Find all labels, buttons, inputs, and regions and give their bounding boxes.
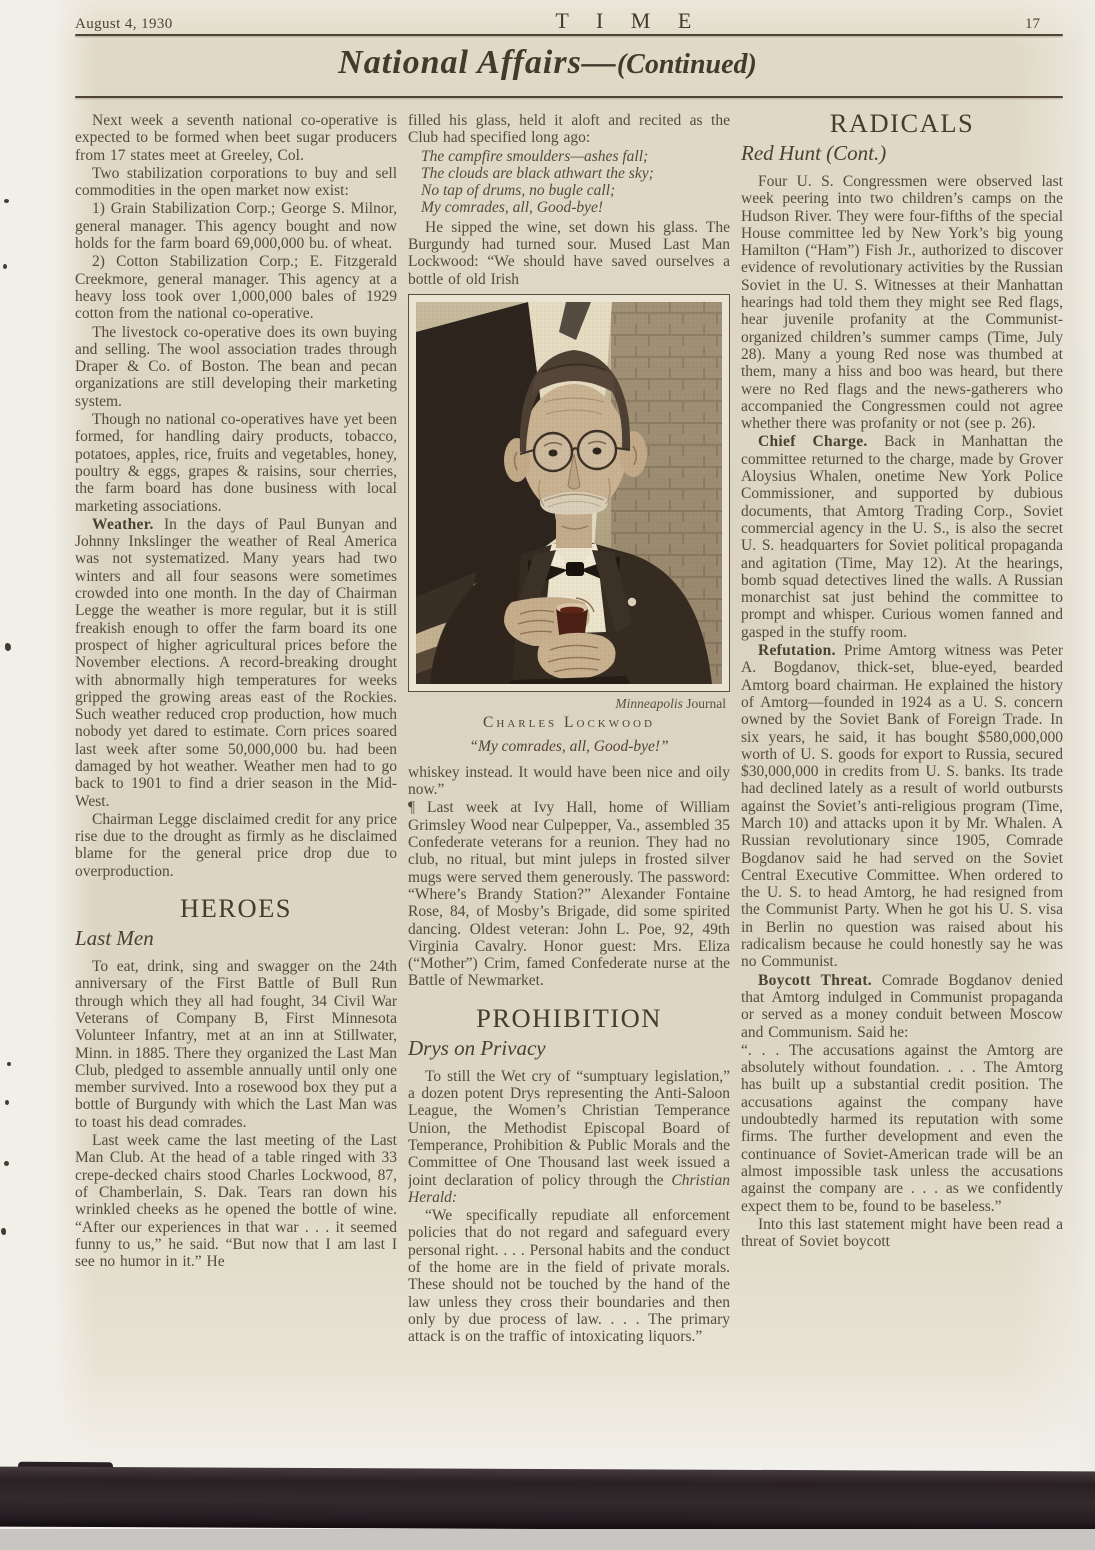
issue-date: August 4, 1930 [75,16,173,32]
scan-edge-strip [0,1529,1095,1550]
subheading-red-hunt: Red Hunt (Cont.) [741,141,887,165]
paragraph-refutation [741,642,1063,971]
portrait-photo-block [408,294,730,755]
page-number: 17 [1025,16,1040,32]
article-columns [75,112,1063,1414]
heading-radicals: RADICALS [829,112,975,138]
paragraph: whiskey instead. It would have been nice and oily now.” [408,763,730,799]
paragraph: To eat, drink, sing and swagger on the 24th anniversary of the First Battle of Bull Run through which they all had fought, 34 Civil War Veterans of Company B, First Minnesota Volunteer Infantry, met at an inn at Stillwater, Minn. in 1885. There they organized the Last Man Club, pledged to assemble annually until only one member survived. Into a rosewood box they put a bottle of Burgundy with which the Last Man was to toast his dead comrades. [75,958,397,1131]
paragraph: Four U. S. Congressmen were observed last week peering into two children’s camps on the Hudson River. They were four-fifths of the special House committee led by New York’s big young Hamilton (“Ham”) Fish Jr., authorized to discover evidence of revolutionary activities by the Russian Soviet in the U. S. Witnesses at their Manhattan hearings had told them they might see Red flags, hear juvenile profanity at the Communist-organized children’s summer camps (Time, July 28). Many a young Red nose was thumbed at them, many a hiss and boo was heard, but there were no Red flags and the news-gatherers who accompanied the Congressmen could not agree whether there was profanity or not (see p. 26). [741,173,1063,433]
paragraph: 2) Cotton Stabilization Corp.; E. Fitzgerald Creekmore, general manager. This agency at a heavy loss took over 1,000,000 bales of 1929 cotton from the national co-operative. [75,253,397,323]
scan-speck [1,1228,6,1235]
scan-edge-band [0,1467,1095,1532]
photo-caption-quote: “My comrades, all, Good-bye!” [469,737,669,755]
paragraph: The livestock co-operative does its own buying and selling. The wool association trades through Draper & Co. of Boston. The bean and pecan organizations are still developing their marketing system. [75,323,397,410]
paragraph: Into this last statement might have been read a threat of Soviet boycott [741,1215,1063,1251]
scan-speck [4,1161,9,1166]
scan-speck [7,1062,11,1066]
subheading-last-men: Last Men [75,926,154,951]
verse-line: The campfire smoulders—ashes fall; [421,147,649,165]
heading-heroes: HEROES [179,893,293,924]
paragraph: “We specifically repudiate all enforcement policies that do not regard and safeguard every personal right. . . . Personal habits and the conduct of the home are in the field of private morals. These should not be touched by the hand of the law unless they cross their boundaries and then only by due process of law. . . . The primary attack is on the traffic of intoxicating liquors.” [408,1207,730,1346]
scan-speck [4,199,9,203]
paragraph: 1) Grain Stabilization Corp.; George S. Milnor, general manager. This agency bought and now holds for the farm board 69,000,000 bu. of wheat. [75,200,397,253]
photo-credit [408,695,730,712]
paragraph-pilcrow: ¶ Last week at Ivy Hall, home of William Grimsley Wood near Culpepper, Va., assembled 35 Confederate veterans for a reunion. They had no club, no ritual, but mint juleps in frosted silver mugs were served them generously. The password: “Where’s Brandy Station?” Alexander Fontaine Rose, 84, of Mosby’s Brigade, did some spirited dancing. Oldest veteran: John L. Poe, 92, 49th Virginia Cavalry. Honor guest: Mrs. Eliza (“Mother”) Crim, famed Confederate nurse at the Battle of Newmarket. [408,799,730,990]
paragraph: “. . . The accusations against the Amtorg are absolutely without foundation. . . . The Amtorg has built up a substantial credit position. The accusations against the company have undoubtedly harmed its reputation with some firms. The further development and even the continuance of Soviet-American trade will be an almost impossible task unless the accusations against the company are . . . as we confidently expect them to be, found to be baseless.” [741,1041,1063,1215]
heading-prohibition: PROHIBITION [476,1002,662,1033]
paragraph: Chairman Legge disclaimed credit for any price rise due to the drought as firmly as he disclaimed blame for the general price drop due to overproduction. [75,810,397,880]
column-1 [75,112,397,1414]
portrait-photo [408,294,730,692]
runin-head-weather: Weather. [92,515,154,533]
section-title-rule [75,96,1063,98]
verse-line: No tap of drums, no bugle call; [421,182,616,200]
scan-speck [5,1100,9,1105]
photo-credit-rest: Journal [686,695,726,711]
masthead-title: T I M E [555,8,703,33]
runin-head-chief-charge: Chief Charge. [758,433,868,451]
runin-head-boycott-threat: Boycott Threat. [758,971,872,989]
paragraph: Next week a seventh national co-operative is expected to be formed when beet sugar producers from 17 states meet at Greeley, Col. [75,112,397,164]
paragraph-text: Comrade Bogdanov denied that Amtorg indulged in Communist propaganda or served as a money conduit between Moscow and Communism. Said he: [741,971,1063,1041]
scan-speck [5,643,11,651]
scan-speck [3,264,7,269]
paragraph-weather [75,516,397,810]
paragraph: Two stabilization corporations to buy and sell commodities in the open market now exist: [75,164,397,200]
paragraph-boycott-threat [741,972,1063,1041]
page-header [75,8,1040,34]
column-2 [408,112,730,1414]
section-title-main: National Affairs— [338,44,617,81]
photo-caption-name: Charles Lockwood [483,714,655,732]
paragraph [408,1068,730,1206]
column-3 [741,112,1063,1414]
header-rule [75,34,1063,36]
photo-credit-publication: Minneapolis [615,695,683,711]
runin-head-refutation: Refutation. [758,642,836,660]
paragraph: Last week came the last meeting of the Last Man Club. At the head of a table ringed with 33 crepe-decked chairs stood Charles Lockwood, 87, of Chamberlain, S. Dak. Tears ran down his wrinkled cheeks as he opened the bottle of wine. “After our experiences in that war . . . it seemed funny to us,” he said. “But now that I am last I see no humor in it.” He [75,1132,397,1271]
paragraph: He sipped the wine, set down his glass. The Burgundy had turned sour. Mused Last Man Lockwood: “We should have saved ourselves a bottle of old Irish [408,218,730,288]
paragraph-chief-charge [741,433,1063,641]
italic-publication-name: Christian Herald: [408,1171,730,1206]
paragraph-text: To still the Wet cry of “sumptuary legislation,” a dozen potent Drys representing the Anti-Saloon League, the Women’s Christian Temperance Union, the Methodist Episcopal Board of Temperance, Prohibition & Public Morals and the Committee of One Thousand last week issued a joint declaration of policy through the [408,1067,730,1189]
poem-verse [408,148,730,217]
paragraph: filled his glass, held it aloft and recited as the Club had specified long ago: [408,112,730,147]
paragraph-text: In the days of Paul Bunyan and Johnny Inkslinger the weather of Real America was not systematized. Many years had two winters and all four seasons were sometimes crowded into one month. In the day of Chairman Legge the weather is more regular, but it is still freakish enough to offer the farm board its one prospect of higher agricultural prices before the November elections. A record-breaking drought with abnormally high temperatures for weeks gripped the growing areas east of the Rockies. Such weather reduced crop production, how much nobody yet dared to estimate. Corn prices soared last week after some 50,000,000 bu. had been damaged by hot weather. Weather men had to go back to 1901 to find a drier season in the Mid-West. [75,515,397,810]
paragraph-text: Prime Amtorg witness was Peter A. Bogdanov, thick-set, blue-eyed, bearded Amtorg board chairman. He explained the history of Amtorg—founded in 1924 as a U. S. concern owned by the Soviet Bank of Foreign Trade. In six years, he said, it has bought $580,000,000 worth of U. S. goods for export to Russia, secured $30,000,000 in credits from U. S. banks. Its trade had declined lately as a result of world outbursts against the Soviet’s anti-religious program (Time, March 10) and attacks upon it by Mr. Whalen. A Russian revolutionary since 1905, Comrade Bogdanov said he had served on the Soviet Central Executive Committee. When ordered to the U. S. to head Amtorg, he had resigned from the Communist Party. When he got his U. S. visa in Berlin no question was raised about his radicalism because he could honestly say he was no Communist. [741,642,1063,971]
verse-line: My comrades, all, Good-bye! [421,199,604,217]
section-title [0,44,1095,82]
paragraph-text: Back in Manhattan the committee returned to the charge, made by Grover Aloysius Whalen, onetime New York Police Commissioner, and supported by dubious documents, that Amtorg Trading Corp., Soviet commercial agency in the U. S., is also the secret U. S. headquarters for Soviet political propaganda and agitation (Time, May 12). At the hearings, bomb squad detectives lined the walls. A Russian monarchist sat just behind the committee to prompt and whisper. Curious women fanned and gasped in the stuffy room. [741,433,1063,641]
section-title-continued: (Continued) [616,49,757,80]
subheading-drys-on-privacy: Drys on Privacy [408,1035,546,1060]
verse-line: The clouds are black athwart the sky; [421,164,654,182]
paragraph: Though no national co-operatives have yet been formed, for handling dairy products, tobacco, potatoes, apples, rice, fruits and vegetables, honey, poultry & eggs, grapes & raisins, sour cherries, the farm board has done business with local marketing associations. [75,411,397,515]
